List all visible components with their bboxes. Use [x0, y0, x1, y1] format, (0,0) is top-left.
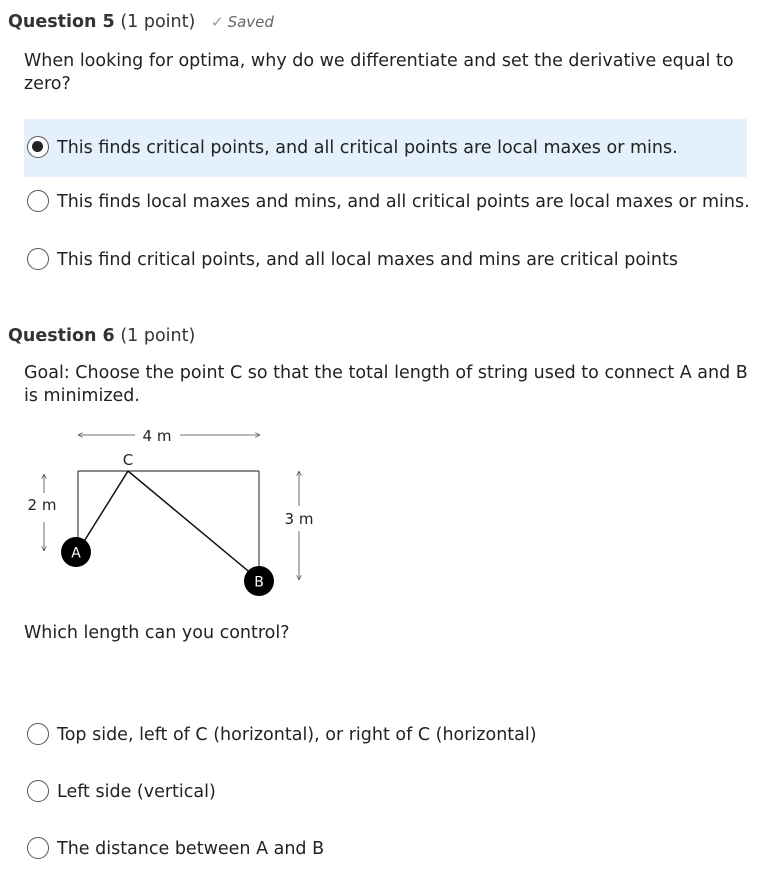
option-label: The distance between A and B [57, 839, 325, 859]
q5-option-2[interactable] [24, 173, 750, 231]
option-label: This finds local maxes and mins, and all critical points are local maxes or mins. [57, 192, 750, 212]
question-6-header [8, 326, 195, 346]
width-label: 4 m [142, 427, 172, 445]
q6-option-1[interactable] [24, 706, 747, 764]
option-label: Left side (vertical) [57, 782, 216, 802]
q5-option-3[interactable] [24, 231, 747, 289]
left-height-label: 2 m [27, 496, 57, 514]
saved-label: Saved [227, 13, 274, 31]
option-label: Top side, left of C (horizontal), or right of C (horizontal) [57, 725, 537, 745]
question-6-title: Question 6 [8, 326, 115, 346]
q6-option-2[interactable] [24, 763, 747, 821]
question-5-prompt: When looking for optima, why do we differentiate and set the derivative equal to zero? [24, 51, 734, 94]
question-5-points: (1 point) [120, 12, 196, 32]
q5-option-1[interactable] [24, 119, 747, 177]
right-height-label: 3 m [284, 510, 314, 528]
radio-button[interactable] [27, 837, 49, 859]
question-5-header [8, 12, 195, 32]
point-c-label: C [122, 451, 134, 469]
point-a-label: A [71, 545, 81, 562]
question-5-title: Question 5 [8, 12, 115, 32]
saved-status [211, 13, 274, 31]
check-icon: ✓ [211, 13, 224, 31]
q6-option-3[interactable] [24, 820, 747, 878]
radio-button[interactable] [27, 780, 49, 802]
option-label: This find critical points, and all local maxes and mins are critical points [57, 250, 678, 270]
radio-button[interactable] [27, 723, 49, 745]
question-6-prompt: Goal: Choose the point C so that the total length of string used to connect A and B is minimized. [24, 363, 748, 406]
radio-button[interactable] [27, 136, 49, 158]
radio-button[interactable] [27, 190, 49, 212]
question-6-points: (1 point) [120, 326, 196, 346]
question-6-subprompt: Which length can you control? [24, 623, 290, 643]
string-diagram [0, 418, 330, 608]
point-b-label: B [254, 574, 264, 591]
option-label: This finds critical points, and all critical points are local maxes or mins. [57, 138, 678, 158]
radio-button[interactable] [27, 248, 49, 270]
